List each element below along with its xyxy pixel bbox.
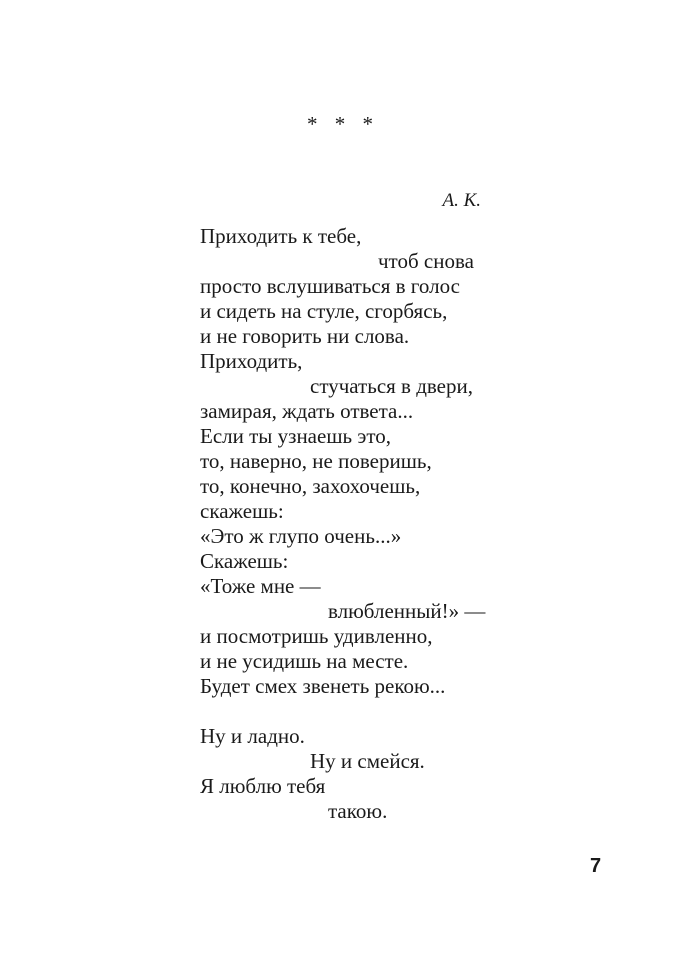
poem-line: и не говорить ни слова. <box>200 324 410 348</box>
page-number: 7 <box>590 855 602 877</box>
poem-line: то, конечно, захохочешь, <box>200 474 421 498</box>
poem-line: «Тоже мне — <box>200 574 321 598</box>
poem-line: Если ты узнаешь это, <box>200 424 391 448</box>
poem-line: такою. <box>328 799 388 823</box>
poem-line: скажешь: <box>200 499 284 523</box>
stanza-break <box>200 699 485 724</box>
poem-line: Я люблю тебя <box>200 774 326 798</box>
dedication: А. К. <box>442 190 481 211</box>
poem-line: стучаться в двери, <box>310 374 473 398</box>
poem-line: просто вслушиваться в голос <box>200 274 460 298</box>
poem-line: и не усидишь на месте. <box>200 649 409 673</box>
poem <box>200 224 485 824</box>
poem-line: «Это ж глупо очень...» <box>200 524 402 548</box>
poem-line: Приходить к тебе, <box>200 224 362 248</box>
poem-line: Ну и смейся. <box>310 749 425 773</box>
poem-line: чтоб снова <box>378 249 474 273</box>
poem-line: и сидеть на стуле, сгорбясь, <box>200 299 448 323</box>
poem-line: Будет смех звенеть рекою... <box>200 674 446 698</box>
poem-line: и посмотришь удивленно, <box>200 624 433 648</box>
poem-line: Приходить, <box>200 349 303 373</box>
poem-line: Ну и ладно. <box>200 724 305 748</box>
poem-line: замирая, ждать ответа... <box>200 399 414 423</box>
poem-line: Скажешь: <box>200 549 289 573</box>
poem-line: то, наверно, не поверишь, <box>200 449 432 473</box>
section-ornament: * * * <box>307 112 379 136</box>
poem-line: влюбленный!» — <box>328 599 486 623</box>
